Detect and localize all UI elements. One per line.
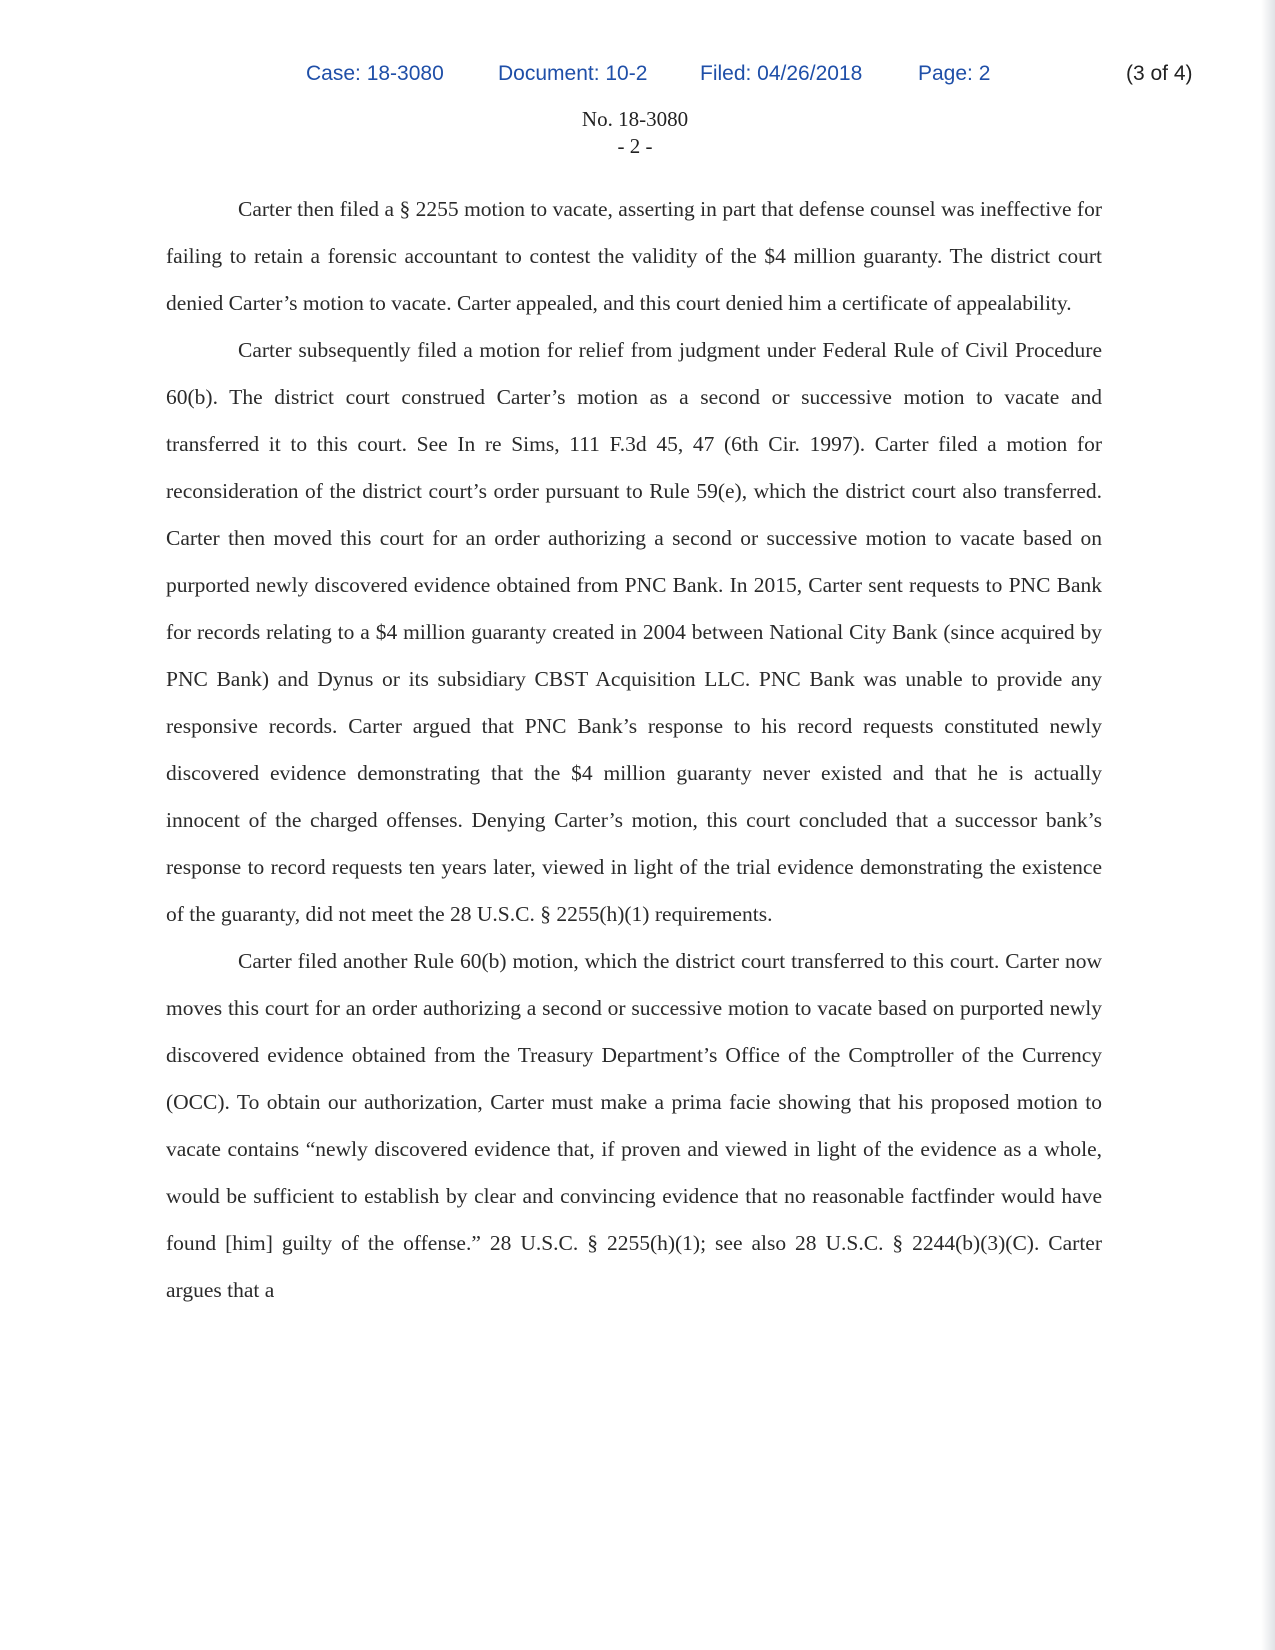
document-number-stamp: Document: 10-2 xyxy=(498,62,648,85)
paragraph-3: Carter filed another Rule 60(b) motion, which the district court transferred to this court. Carter now moves this court for an order authorizing a second or successive motion to vacate based on purported newly discovered evidence obtained from the Treasury Department’s Office of the Comptroller of the Currency (OCC). To obtain our authorization, Carter must make a prima facie showing that his proposed motion to vacate contains “newly discovered evidence that, if proven and viewed in light of the evidence as a whole, would be sufficient to establish by clear and convincing evidence that no reasonable factfinder would have found [him] guilty of the offense.” 28 U.S.C. § 2255(h)(1); see also 28 U.S.C. § 2244(b)(3)(C). Carter argues that a xyxy=(166,949,1102,1302)
docket-number: No. 18-3080 xyxy=(581,107,689,131)
docket-header xyxy=(0,106,1270,160)
page-of-count: (3 of 4) xyxy=(1126,62,1193,85)
paragraph-1: Carter then filed a § 2255 motion to vacate, asserting in part that defense counsel was ineffective for failing to retain a forensic accountant to contest the validity of the $4 million guaranty. The district court denied Carter’s motion to vacate. Carter appealed, and this court denied him a certificate of appealability. xyxy=(166,197,1102,315)
opinion-body xyxy=(166,186,1102,1314)
page-marker: - 2 - xyxy=(617,134,653,158)
court-filing-stamp xyxy=(0,62,1275,92)
page-number-stamp: Page: 2 xyxy=(918,62,991,85)
case-number-stamp: Case: 18-3080 xyxy=(306,62,444,85)
scan-edge-shadow xyxy=(1261,0,1275,1650)
filed-date-stamp: Filed: 04/26/2018 xyxy=(700,62,863,85)
paragraph-2: Carter subsequently filed a motion for relief from judgment under Federal Rule of Civil Procedure 60(b). The district court construed Carter’s motion as a second or successive motion to vacate and transferred it to this court. See In re Sims, 111 F.3d 45, 47 (6th Cir. 1997). Carter filed a motion for reconsideration of the district court’s order pursuant to Rule 59(e), which the district court also transferred. Carter then moved this court for an order authorizing a second or successive motion to vacate based on purported newly discovered evidence obtained from PNC Bank. In 2015, Carter sent requests to PNC Bank for records relating to a $4 million guaranty created in 2004 between National City Bank (since acquired by PNC Bank) and Dynus or its subsidiary CBST Acquisition LLC. PNC Bank was unable to provide any responsive records. Carter argued that PNC Bank’s response to his record requests constituted newly discovered evidence demonstrating that the $4 million guaranty never existed and that he is actually innocent of the charged offenses. Denying Carter’s motion, this court concluded that a successor bank’s response to record requests ten years later, viewed in light of the trial evidence demonstrating the existence of the guaranty, did not meet the 28 U.S.C. § 2255(h)(1) requirements. xyxy=(166,338,1102,926)
